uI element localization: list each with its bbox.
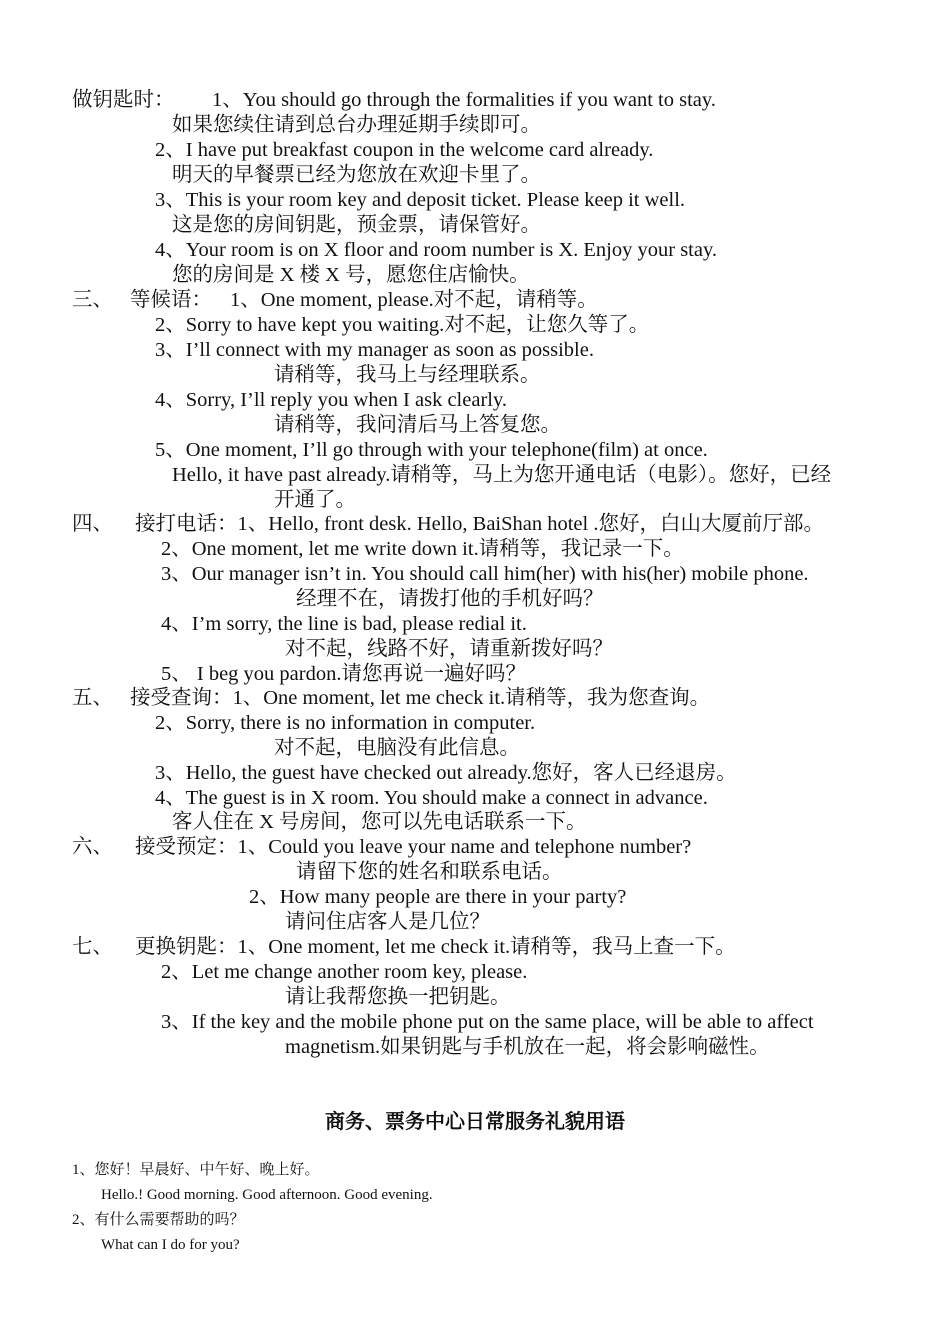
- change-key-item-3-en: 3、If the key and the mobile phone put on the same place, will be able to affect: [161, 1011, 814, 1033]
- key-making-item-2-zh: 明天的早餐票已经为您放在欢迎卡里了。: [172, 164, 541, 186]
- phone-item-2: 2、One moment, let me write down it.请稍等，我记录一下。: [161, 538, 684, 560]
- waiting-item-5-zh-line1: Hello, it have past already.请稍等，马上为您开通电话（电影）。您好，已经: [172, 464, 832, 486]
- phone-item-3-en: 3、Our manager isn’t in. You should call him(her) with his(her) mobile phone.: [161, 563, 809, 585]
- section-inquiry-index: 五、: [72, 687, 113, 709]
- waiting-item-1: 1、One moment, please.对不起，请稍等。: [230, 289, 598, 311]
- inquiry-item-2-en: 2、Sorry, there is no information in computer.: [155, 712, 536, 734]
- inquiry-item-1: 接受查询：1、One moment, let me check it.请稍等，我为您查询。: [130, 687, 711, 709]
- key-making-item-4-en: 4、Your room is on X floor and room number is X. Enjoy your stay.: [155, 239, 718, 261]
- key-making-item-3-en: 3、This is your room key and deposit ticket. Please keep it well.: [155, 189, 686, 211]
- phone-item-3-zh: 经理不在，请拨打他的手机好吗？: [296, 588, 604, 610]
- phone-item-4-zh: 对不起，线路不好，请重新拨好吗？: [285, 638, 613, 660]
- waiting-item-4-zh: 请稍等，我问清后马上答复您。: [274, 414, 561, 436]
- phone-item-4-en: 4、I’m sorry, the line is bad, please redial it.: [161, 613, 527, 635]
- change-key-item-2-zh: 请让我帮您换一把钥匙。: [285, 986, 511, 1008]
- business-item-2-zh: 2、有什么需要帮助的吗？: [72, 1212, 245, 1228]
- inquiry-item-2-zh: 对不起，电脑没有此信息。: [274, 737, 520, 759]
- change-key-item-1: 更换钥匙：1、One moment, let me check it.请稍等，我马上查一下。: [135, 936, 736, 958]
- section-reservation-index: 六、: [72, 836, 113, 858]
- inquiry-item-4-zh: 客人住在 X 号房间，您可以先电话联系一下。: [172, 811, 587, 833]
- key-making-item-2-en: 2、I have put breakfast coupon in the welcome card already.: [155, 139, 654, 161]
- reservation-item-1-zh: 请留下您的姓名和联系电话。: [296, 861, 563, 883]
- key-making-item-1-zh: 如果您续住请到总台办理延期手续即可。: [172, 114, 541, 136]
- change-key-item-2-en: 2、Let me change another room key, please.: [161, 961, 528, 983]
- section-change-key-index: 七、: [72, 936, 113, 958]
- waiting-item-3-zh: 请稍等，我马上与经理联系。: [274, 364, 541, 386]
- business-item-1-zh: 1、您好！早晨好、中午好、晚上好。: [72, 1162, 320, 1178]
- waiting-item-2: 2、Sorry to have kept you waiting.对不起，让您久等了。: [155, 314, 650, 336]
- reservation-item-2-en: 2、How many people are there in your party?: [249, 886, 627, 908]
- waiting-item-5-en: 5、One moment, I’ll go through with your telephone(film) at once.: [155, 439, 708, 461]
- section-waiting-index: 三、: [72, 289, 113, 311]
- phone-item-1: 接打电话：1、Hello, front desk. Hello, BaiShan hotel .您好，白山大厦前厅部。: [135, 513, 824, 535]
- waiting-item-4-en: 4、Sorry, I’ll reply you when I ask clearly.: [155, 389, 508, 411]
- key-making-item-3-zh: 这是您的房间钥匙，预金票，请保管好。: [172, 214, 541, 236]
- waiting-item-5-zh-line2: 开通了。: [274, 489, 356, 511]
- section-key-making-heading: 做钥匙时：: [72, 89, 175, 111]
- phone-item-5: 5、 I beg you pardon.请您再说一遍好吗？: [161, 663, 526, 685]
- reservation-item-1-en: 接受预定：1、Could you leave your name and telephone number?: [135, 836, 692, 858]
- inquiry-item-3: 3、Hello, the guest have checked out already.您好，客人已经退房。: [155, 762, 737, 784]
- business-center-title: 商务、票务中心日常服务礼貌用语: [325, 1109, 625, 1133]
- business-item-2-en: What can I do for you?: [101, 1237, 240, 1253]
- waiting-item-3-en: 3、I’ll connect with my manager as soon as possible.: [155, 339, 594, 361]
- reservation-item-2-zh: 请问住店客人是几位？: [285, 911, 490, 933]
- business-item-1-en: Hello.! Good morning. Good afternoon. Good evening.: [101, 1187, 433, 1203]
- section-waiting-heading: 等候语：: [130, 289, 212, 311]
- inquiry-item-4-en: 4、The guest is in X room. You should make a connect in advance.: [155, 787, 708, 809]
- key-making-item-1-en: 1、You should go through the formalities if you want to stay.: [212, 89, 716, 111]
- change-key-item-3-zh: magnetism.如果钥匙与手机放在一起，将会影响磁性。: [285, 1036, 770, 1058]
- key-making-item-4-zh: 您的房间是 X 楼 X 号，愿您住店愉快。: [172, 264, 530, 286]
- section-phone-index: 四、: [72, 513, 113, 535]
